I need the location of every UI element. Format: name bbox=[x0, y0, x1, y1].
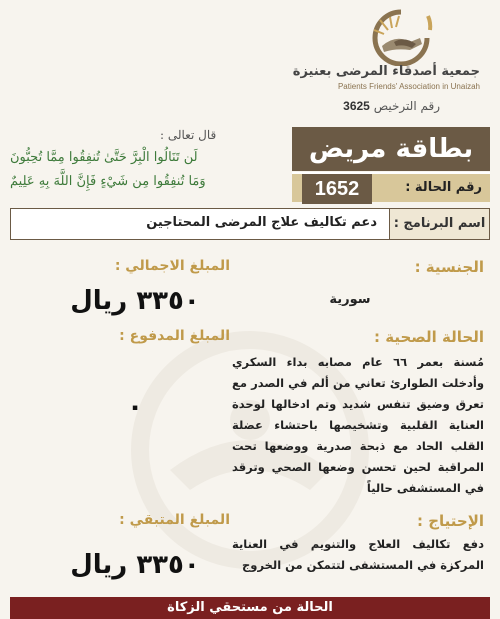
license-line bbox=[343, 99, 440, 113]
paid-amount-value: ٠ bbox=[127, 392, 143, 422]
zakat-eligible-banner: الحالة من مستحقي الزكاة bbox=[10, 597, 490, 619]
remaining-amount-value: ٣٣٥٠ ريال bbox=[70, 550, 200, 580]
total-amount-label: المبلغ الاجمالي : bbox=[114, 258, 230, 274]
program-label: اسم البرنامج : bbox=[389, 209, 489, 239]
org-name-arabic: جمعية أصدقاء المرضى بعنيزة bbox=[292, 64, 480, 79]
paid-amount-label: المبلغ المدفوع : bbox=[119, 328, 230, 344]
program-value: دعم تكاليف علاج المرضى المحتاجين bbox=[146, 215, 377, 230]
total-amount-value: ٣٣٥٠ ريال bbox=[70, 286, 200, 316]
license-label: رقم الترخيص bbox=[373, 99, 440, 113]
case-number-label: رقم الحالة : bbox=[405, 180, 482, 195]
org-name-english: Patients Friends' Association in Unaizah bbox=[337, 82, 480, 91]
case-number-box bbox=[292, 172, 490, 202]
remaining-amount-label: المبلغ المتبقي : bbox=[119, 512, 230, 528]
card-title: بطاقة مريض bbox=[292, 127, 490, 171]
quran-line-2: وَمَا تُنفِقُوا مِن شَيْءٍ فَإِنَّ اللَّهَ بِهِ عَلِيمٌ bbox=[10, 174, 206, 189]
health-status-text: مُسنة بعمر ٦٦ عام مصابه بداء السكري وأدخلت الطوارئ تعاني من ألم في الصدر مع تعرق وضيق تنفس شديد وتم ادخالها لوحدة العناية القلبية وتشخيصها باحتشاء عضلة القلب الحاد مع ذبحة صدرية ووضعها تحت المراقبة لحين تحسن وضعها الصحي وترقد في المستشفى حالياً bbox=[232, 355, 484, 495]
case-number-value: 1652 bbox=[302, 174, 372, 204]
quran-intro: قال تعالى : bbox=[160, 128, 217, 142]
quran-line-1: لَن تَنَالُوا الْبِرَّ حَتَّىٰ تُنفِقُوا مِمَّا تُحِبُّونَ bbox=[10, 150, 198, 165]
nationality-label: الجنسية : bbox=[414, 258, 484, 276]
license-number: 3625 bbox=[343, 99, 370, 113]
nationality-value: سورية bbox=[329, 292, 371, 307]
association-logo-icon bbox=[366, 8, 436, 66]
health-status-label: الحالة الصحية : bbox=[374, 328, 484, 346]
need-text: دفع تكاليف العلاج والتنويم في العناية المركزة في المستشفى لتتمكن من الخروج bbox=[232, 537, 484, 572]
need-label: الإحتياج : bbox=[416, 512, 484, 530]
program-row bbox=[10, 208, 490, 240]
